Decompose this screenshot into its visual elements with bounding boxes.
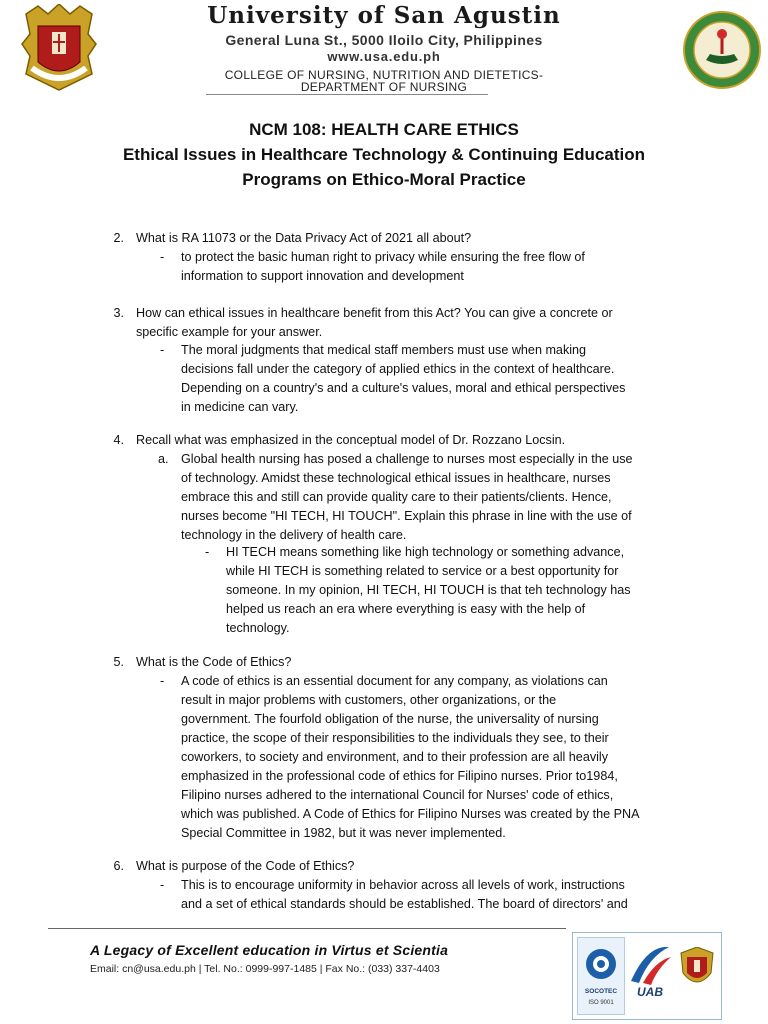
- answer-line: emphasized in the professional code of ethics for Filipino nurses. Prior to1984,: [181, 769, 618, 783]
- answer-line: technology.: [226, 621, 290, 635]
- university-website: www.usa.edu.ph: [327, 49, 441, 64]
- answer-line: someone. In my opinion, HI TECH, HI TOUCH is that teh technology has: [226, 583, 631, 597]
- department-name: DEPARTMENT OF NURSING: [300, 80, 468, 94]
- question-text: [136, 304, 678, 342]
- university-name: University of San Agustin: [207, 2, 561, 29]
- sub-question-line: of technology. Amidst these technological ethical issues in healthcare, nurses: [181, 471, 611, 485]
- sub-question-text: [181, 450, 678, 545]
- uab-label: UAB: [637, 985, 663, 999]
- answer-line: while HI TECH is something related to service or a best opportunity for: [226, 564, 619, 578]
- sub-question-label: a.: [158, 452, 169, 466]
- answer-line: This is to encourage uniformity in behavior across all levels of work, instructions: [181, 878, 625, 892]
- question-line: What is the Code of Ethics?: [136, 655, 292, 669]
- footer-divider: [48, 928, 566, 929]
- question-text: [136, 653, 678, 672]
- question-number: 4.: [113, 433, 124, 447]
- answer-line: Filipino nurses adhered to the international Council for Nurses' code of ethics,: [181, 788, 614, 802]
- university-address: General Luna St., 5000 Iloilo City, Philippines: [225, 32, 543, 48]
- answer-dash: -: [160, 343, 165, 357]
- sub-question-line: Global health nursing has posed a challenge to nurses most especially in the use: [181, 452, 633, 466]
- question-line: specific example for your answer.: [136, 325, 323, 339]
- answer-line: The moral judgments that medical staff members must use when making: [181, 343, 587, 357]
- socotec-label: SOCOTEC: [584, 988, 618, 995]
- sub-question-line: technology in the delivery of health care.: [181, 528, 407, 542]
- question-text: [136, 229, 678, 248]
- answer-dash: -: [205, 545, 210, 559]
- sub-question-line: nurses become "HI TECH, HI TOUCH". Explain this phrase in line with the use of: [181, 509, 632, 523]
- answer-line: information to support innovation and development: [181, 269, 464, 283]
- sub-question-line: embrace this and still can provide quality care to their patients/clients. Hence,: [181, 490, 612, 504]
- certification-logos: [572, 932, 722, 1020]
- answer-text: [181, 341, 678, 417]
- answer-text: [226, 543, 678, 638]
- footer-tagline: A Legacy of Excellent education in Virtus et Scientia: [90, 942, 449, 958]
- answer-text: [181, 876, 678, 914]
- question-text: [136, 431, 678, 450]
- answer-line: government. The fourfold obligation of the nurse, the universality of nursing: [181, 712, 599, 726]
- college-name: COLLEGE OF NURSING, NUTRITION AND DIETETICS-: [224, 68, 544, 82]
- answer-line: in medicine can vary.: [181, 400, 299, 414]
- iso-label: ISO 9001: [588, 1000, 614, 1006]
- footer-contact: Email: cn@usa.edu.ph | Tel. No.: 0999-997-1485 | Fax No.: (033) 337-4403: [90, 963, 440, 975]
- question-line: How can ethical issues in healthcare benefit from this Act? You can give a concrete or: [136, 306, 613, 320]
- answer-text: [181, 672, 678, 843]
- answer-line: coworkers, to society and environment, and to their profession are all heavily: [181, 750, 609, 764]
- answer-line: to protect the basic human right to privacy while ensuring the free flow of: [181, 250, 585, 264]
- answer-line: and a set of ethical standards should be established. The board of directors' and: [181, 897, 628, 911]
- answer-text: [181, 248, 678, 286]
- answer-dash: -: [160, 674, 165, 688]
- course-title: NCM 108: HEALTH CARE ETHICS: [249, 120, 519, 139]
- document-title-line-2: Programs on Ethico-Moral Practice: [242, 170, 526, 189]
- socotec-iso-icon: [577, 937, 625, 1015]
- uab-accreditation-icon: [627, 941, 673, 1011]
- answer-line: Special Committee in 1982, but it was never implemented.: [181, 826, 506, 840]
- document-title-line-1: Ethical Issues in Healthcare Technology & Continuing Education: [122, 145, 646, 164]
- answer-line: result in major problems with customers, other organizations, or the: [181, 693, 557, 707]
- answer-line: HI TECH means something like high technology or something advance,: [226, 545, 625, 559]
- answer-line: practice, the scope of their responsibilities to the individuals they see, to their: [181, 731, 609, 745]
- question-number: 2.: [113, 231, 124, 245]
- question-line: What is RA 11073 or the Data Privacy Act of 2021 all about?: [136, 231, 472, 245]
- question-text: [136, 857, 678, 876]
- answer-line: A code of ethics is an essential document for any company, as violations can: [181, 674, 608, 688]
- question-number: 3.: [113, 306, 124, 320]
- university-seal-icon: [677, 947, 717, 991]
- answer-dash: -: [160, 878, 165, 892]
- question-line: Recall what was emphasized in the conceptual model of Dr. Rozzano Locsin.: [136, 433, 566, 447]
- question-number: 6.: [113, 859, 124, 873]
- question-line: What is purpose of the Code of Ethics?: [136, 859, 355, 873]
- answer-line: helped us reach an era where everything is easy with the help of: [226, 602, 586, 616]
- answer-dash: -: [160, 250, 165, 264]
- answer-line: decisions fall under the category of applied ethics in the context of healthcare.: [181, 362, 615, 376]
- answer-line: Depending on a country's and a culture's values, moral and ethical perspectives: [181, 381, 626, 395]
- answer-line: which was published. A Code of Ethics for Filipino Nurses was created by the PNA: [181, 807, 640, 821]
- question-number: 5.: [113, 655, 124, 669]
- header-divider: [206, 94, 488, 95]
